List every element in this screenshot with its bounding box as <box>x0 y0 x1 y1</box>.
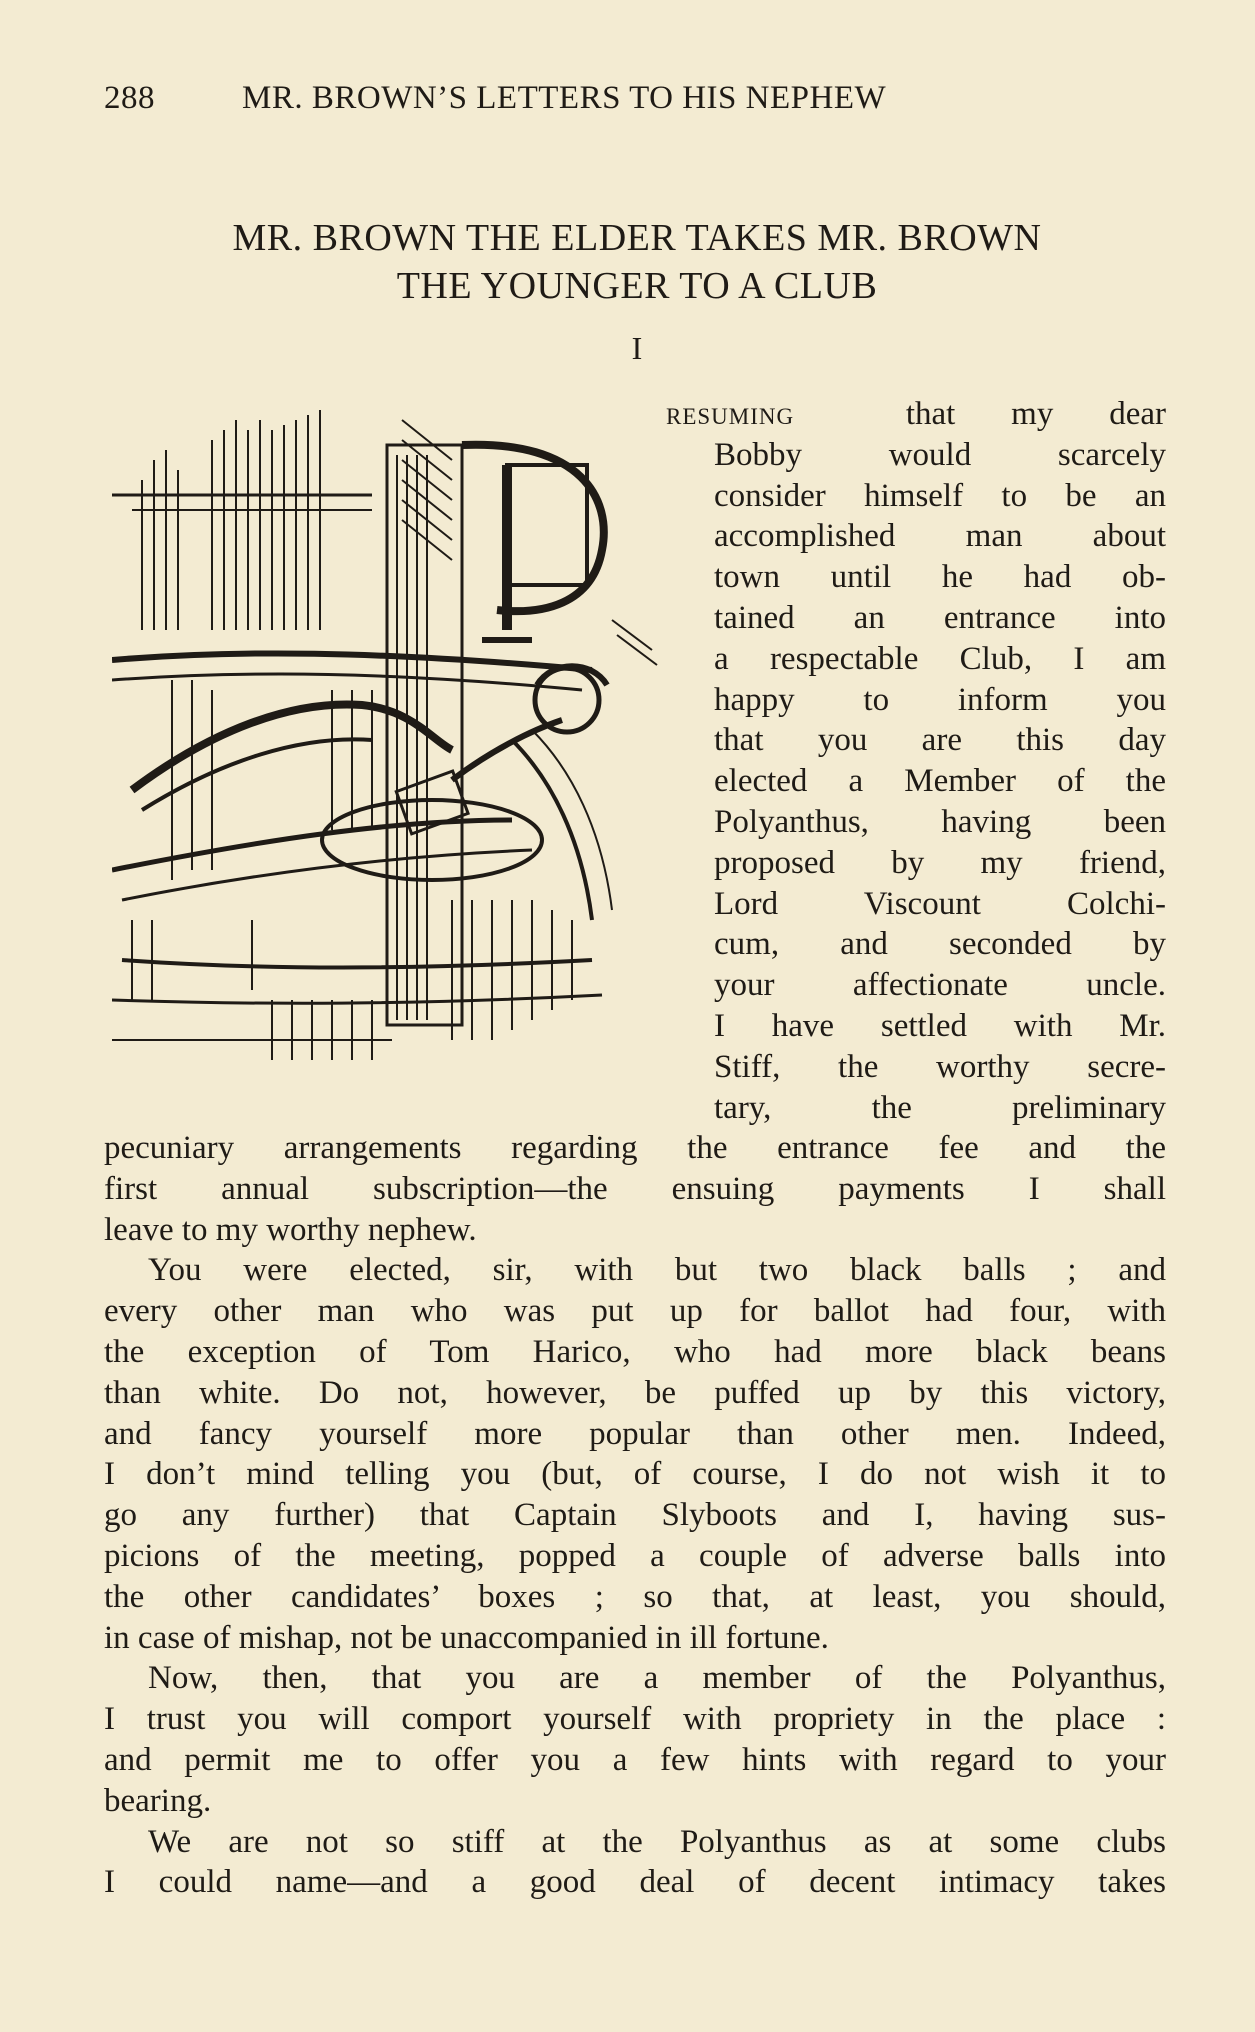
section-number: I <box>631 330 643 366</box>
body-line: Now, then, that you are a member of the Polyanthus, <box>148 1660 1166 1697</box>
wrapped-line: Stiff, the worthy secre- <box>714 1048 1166 1085</box>
reclining-man <box>112 666 612 920</box>
wrapped-line: tary, the preliminary <box>714 1089 1166 1126</box>
wrapped-line: elected a Member of the <box>714 763 1166 800</box>
wrapped-line: tained an entrance into <box>714 599 1166 636</box>
body-line: and fancy yourself more popular than other men. Indeed, <box>104 1415 1166 1452</box>
opening-small-caps: resuming <box>666 396 795 432</box>
wrapped-line: Bobby would scarcely <box>714 436 1166 473</box>
wrapped-line: town until he had ob- <box>714 559 1166 596</box>
wrapped-line-1: resuming that my dear <box>666 396 1166 432</box>
chapter-title-line-1: MR. BROWN THE ELDER TAKES MR. BROWN <box>232 217 1042 259</box>
body-line: pecuniary arrangements regarding the entrance fee and the <box>104 1130 1166 1166</box>
chapter-title <box>104 214 1170 310</box>
wrapped-line: Polyanthus, having been <box>714 803 1166 840</box>
body-line: picions of the meeting, popped a couple of adverse balls into <box>104 1537 1166 1574</box>
wrapped-line: a respectable Club, I am <box>714 640 1166 677</box>
body-line: I trust you will comport yourself with propriety in the place : <box>104 1701 1166 1738</box>
floor-hatching <box>112 900 602 1060</box>
body-text <box>104 1128 1166 1903</box>
wrapped-line: accomplished man about <box>714 518 1166 555</box>
wrapped-line: consider himself to be an <box>714 477 1166 514</box>
wrapped-paragraph <box>666 394 1166 1128</box>
chapter-title-line-2: THE YOUNGER TO A CLUB <box>396 265 878 307</box>
wrapped-line: Lord Viscount Colchi- <box>714 885 1166 922</box>
body-line: the exception of Tom Harico, who had more black beans <box>104 1333 1166 1370</box>
body-line: and permit me to offer you a few hints with regard to your <box>104 1741 1166 1778</box>
body-line: in case of mishap, not be unaccompanied in ill fortune. <box>104 1619 829 1656</box>
diagonal-hatching <box>402 420 657 665</box>
body-line: the other candidates’ boxes ; so that, at least, you should, <box>104 1578 1166 1615</box>
wrapped-line: cum, and seconded by <box>714 926 1166 963</box>
body-line: You were elected, sir, with but two black balls ; and <box>148 1252 1166 1289</box>
page-number: 288 <box>104 80 155 116</box>
body-line: I don’t mind telling you (but, of course, I do not wish it to <box>104 1456 1166 1493</box>
wall-hatching <box>112 410 372 630</box>
body-line: I could name—and a good deal of decent intimacy takes <box>104 1864 1166 1901</box>
wrapped-line: that you are this day <box>714 722 1166 759</box>
body-line: than white. Do not, however, be puffed up by this victory, <box>104 1374 1166 1411</box>
body-line: bearing. <box>104 1782 212 1819</box>
body-line: leave to my worthy nephew. <box>104 1211 477 1248</box>
wrapped-line: proposed by my friend, <box>714 844 1166 881</box>
wrapped-line: your affectionate uncle. <box>714 967 1166 1004</box>
body-line: every other man who was put up for ballot had four, with <box>104 1293 1166 1330</box>
wrapped-line: I have settled with Mr. <box>714 1007 1166 1044</box>
drop-cap-illustration <box>112 400 672 1095</box>
body-line: first annual subscription—the ensuing payments I shall <box>104 1170 1166 1207</box>
body-line: go any further) that Captain Slyboots and I, having sus- <box>104 1497 1166 1534</box>
running-head <box>104 80 1170 117</box>
desk-lines <box>112 653 592 880</box>
running-title: MR. BROWN’S LETTERS TO HIS NEPHEW <box>242 80 887 116</box>
body-line: We are not so stiff at the Polyanthus as at some clubs <box>148 1823 1166 1860</box>
wrapped-line: happy to inform you <box>714 681 1166 718</box>
